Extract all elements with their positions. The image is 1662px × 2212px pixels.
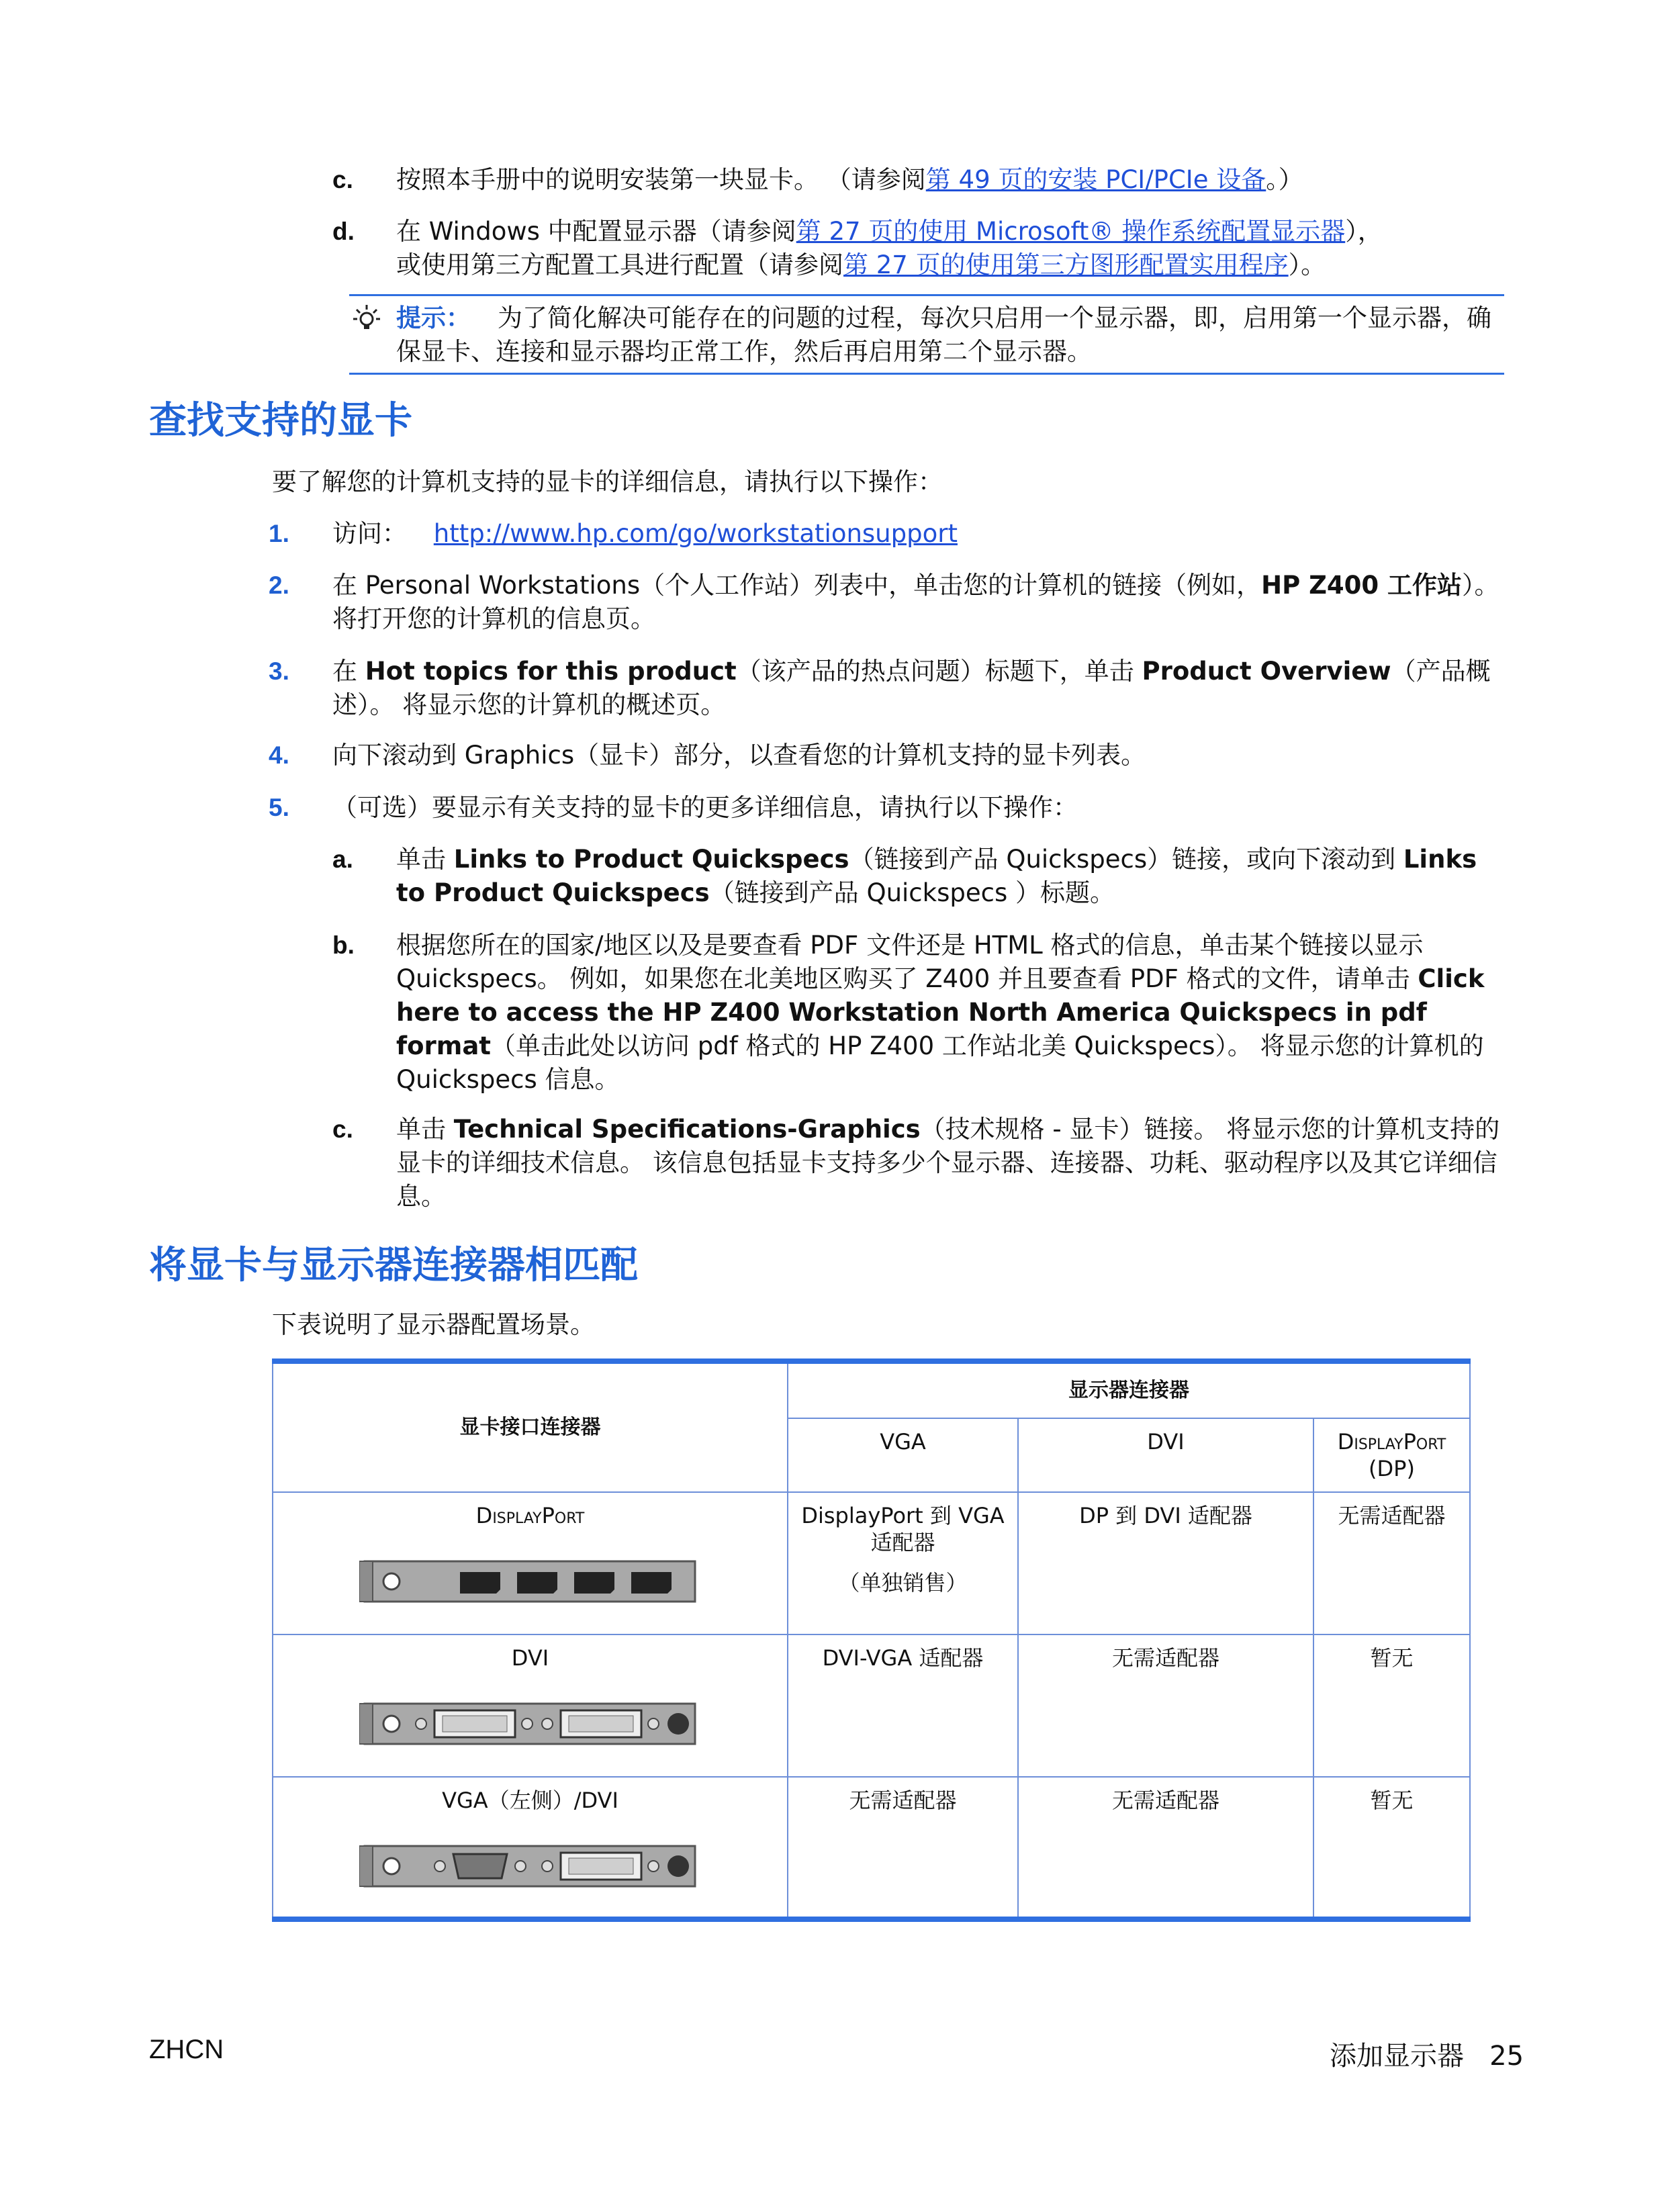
step-text: （可选）要显示有关支持的显卡的更多详细信息，请执行以下操作： [332,793,1078,822]
step-text: （技术规格 - 显卡）链接。 将显示您的计算机支持的显卡的详细技术信息。 该信息包括显卡支持多少个显示器、连接器、功耗、驱动程序以及其它详细信息。 [396,1115,1500,1211]
step-number: 3. [269,657,289,685]
step-bold: Technical Specifications-Graphics [453,1115,921,1144]
col-header-vga: VGA [788,1418,1018,1492]
col-header-dvi: DVI [1018,1418,1313,1492]
connector-table [272,1358,1471,1922]
section-heading-match-connectors: 将显卡与显示器连接器相匹配 [149,1244,638,1287]
step-label: c. [332,166,353,193]
step-text: （该产品的热点问题）标题下，单击 [736,657,1142,686]
step-text: 或使用第三方配置工具进行配置（请参阅 [396,250,843,279]
row-header-cell [273,1492,788,1634]
step-text-end: 。） [1266,165,1303,194]
table-header-row [273,1361,1470,1418]
step-number: 1. [269,520,289,547]
section-intro: 下表说明了显示器配置场景。 [272,1310,595,1339]
link-third-party-config[interactable]: 第 27 页的使用第三方图形配置实用程序 [843,250,1289,279]
cell-vga [788,1492,1018,1634]
cell-dp: 暂无 [1313,1777,1470,1919]
step-bold: Product Overview [1142,657,1391,686]
vga-dvi-card-bracket-icon [359,1834,702,1898]
step-number: 5. [269,794,289,821]
row-header-cell [273,1777,788,1919]
table-row [273,1634,1470,1777]
col-header-dp-abbr: (DP) [1369,1456,1415,1481]
step-bold: Links to Product Quickspecs [396,845,1477,907]
cell-dvi: 无需适配器 [1018,1777,1313,1919]
step-bold: Click here to access the HP Z400 Workstation North America Quickspecs in pdf format [396,964,1485,1060]
step-bold: Links to Product Quickspecs [453,845,849,874]
cell-note: （单独销售） [838,1570,968,1596]
step-number: 4. [269,741,289,769]
section-intro: 要了解您的计算机支持的显卡的详细信息，请执行以下操作： [272,467,943,496]
link-windows-config[interactable]: 第 27 页的使用 Microsoft® 操作系统配置显示器 [796,217,1346,246]
row-header: DisplayPort [475,1503,585,1528]
step-text-end: ）。 [1288,250,1326,279]
row-header-cell [273,1634,788,1777]
step-text: 单击 [396,1115,454,1144]
step-text: （单击此处以访问 pdf 格式的 HP Z400 工作站北美 Quickspecs）。 将显示您的计算机的 Quickspecs 信息。 [396,1031,1484,1094]
tip-text: 为了简化解决可能存在的问题的过程，每次只启用一个显示器，即，启用第一个显示器，确保显卡、连接和显示器均正常工作，然后再启用第二个显示器。 [396,304,1491,366]
step-label: d. [332,218,355,245]
step-text: （链接到产品 Quickspecs）链接，或向下滚动到 [849,845,1403,874]
step-text: 单击 [396,845,454,874]
step-text: 根据您所在的国家/地区以及是要查看 PDF 文件还是 HTML 格式的信息，单击某个链接以显示 Quickspecs。 例如，如果您在北美地区购买了 Z400 并且要查看 PDF 格式的文件，请单击 [396,931,1424,993]
cell-dvi: DP 到 DVI 适配器 [1018,1492,1313,1634]
table-row [273,1777,1470,1919]
displayport-card-bracket-icon [359,1549,702,1614]
col-header-dp-name: DisplayPort [1337,1429,1446,1455]
substep-label: b. [332,931,355,959]
row-header: VGA（左侧）/DVI [442,1788,618,1813]
lightbulb-icon [348,303,385,340]
step-text: 向下滚动到 Graphics（显卡）部分，以查看您的计算机支持的显卡列表。 [332,741,1146,770]
cell-vga: 无需适配器 [788,1777,1018,1919]
step-text: 在 [332,657,365,686]
step-text: 访问： [332,519,407,548]
col-header-dp [1313,1418,1470,1492]
step-bold: HP Z400 工作站 [1261,571,1463,600]
step-text: 按照本手册中的说明安装第一块显卡。 （请参阅 [396,165,926,194]
tip-box [349,294,1504,375]
step-bold: Hot topics for this product [365,657,737,686]
cell-dvi: 无需适配器 [1018,1634,1313,1777]
cell-text: DisplayPort 到 VGA 适配器 [801,1503,1005,1555]
group-header: 显示器连接器 [788,1361,1470,1418]
row-header: DVI [511,1645,549,1671]
dvi-card-bracket-icon [359,1692,702,1756]
substep-label: a. [332,845,353,873]
step-text-end: ）， [1345,217,1383,246]
step-number: 2. [269,571,289,599]
step-text: （链接到产品 Quickspecs ）标题。 [709,878,1115,907]
substep-label: c. [332,1115,353,1143]
corner-header: 显卡接口连接器 [273,1361,788,1492]
cell-dp: 暂无 [1313,1634,1470,1777]
link-workstation-support[interactable]: http://www.hp.com/go/workstationsupport [433,519,958,548]
table-row [273,1492,1470,1634]
footer-locale: ZHCN [149,2035,224,2064]
section-heading-find-cards: 查找支持的显卡 [149,399,412,443]
step-text: （产品概述）。 将显示您的计算机的概述页。 [332,657,1491,719]
step-text: 在 Personal Workstations（个人工作站）列表中，单击您的计算机的链接（例如， [332,571,1262,600]
step-text: ）。 将打开您的计算机的信息页。 [332,571,1499,633]
footer-page: 添加显示器 25 [1330,2041,1524,2072]
cell-dp: 无需适配器 [1313,1492,1470,1634]
tip-lead: 提示： [396,304,471,332]
cell-vga: DVI-VGA 适配器 [788,1634,1018,1777]
link-install-pci[interactable]: 第 49 页的安装 PCI/PCIe 设备 [925,165,1266,194]
step-text: 在 Windows 中配置显示器（请参阅 [396,217,796,246]
